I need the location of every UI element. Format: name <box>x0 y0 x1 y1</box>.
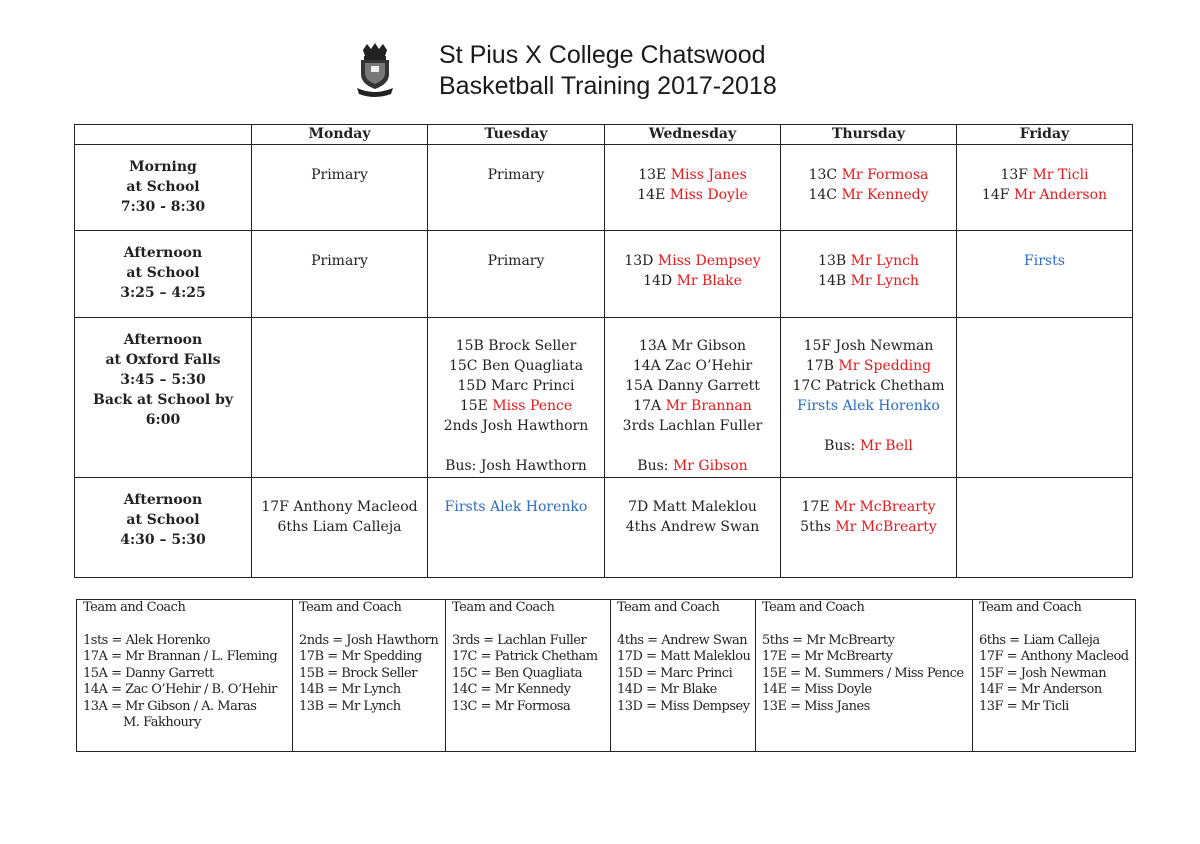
schedule-cell <box>781 145 957 231</box>
team-coach-entry: 17C = Patrick Chetham <box>452 649 598 664</box>
team-entry <box>605 416 780 436</box>
schedule-cell <box>252 145 428 231</box>
team-entry <box>428 396 604 416</box>
team-label: 13C <box>808 167 842 183</box>
staff-coach-name: Mr McBrearty <box>833 499 936 515</box>
team-coach-column <box>972 600 1136 751</box>
team-entry <box>428 456 604 476</box>
schedule-cell <box>252 478 428 578</box>
schedule-row <box>75 231 1133 318</box>
session-label-line: at School <box>126 265 200 281</box>
team-coach-entry: 15F = Josh Newman <box>979 665 1107 681</box>
corner-cell <box>75 125 252 145</box>
team-label: 15D Marc Princi <box>457 378 575 394</box>
day-header: Thursday <box>781 125 957 145</box>
team-coach-entry: 14D = Mr Blake <box>617 682 717 697</box>
team-label: 15E <box>459 398 493 414</box>
session-label-line: Afternoon <box>123 332 203 348</box>
team-entry <box>605 456 780 476</box>
session-label-line: at School <box>126 512 200 528</box>
session-label-line: 3:45 – 5:30 <box>120 372 206 388</box>
team-coach-entry: 17F = Anthony Macleod <box>979 649 1129 664</box>
title-line-1: St Pius X College Chatswood <box>439 41 766 69</box>
team-coach-entry: 4ths = Andrew Swan <box>617 632 748 648</box>
team-entry <box>605 165 780 185</box>
team-label: 4ths Andrew Swan <box>625 519 760 535</box>
team-coach-entry: 13A = Mr Gibson / A. Maras <box>83 698 257 714</box>
team-entry <box>428 356 604 376</box>
team-coach-entry: 3rds = Lachlan Fuller <box>452 632 587 648</box>
team-entry <box>781 436 956 456</box>
team-coach-column <box>445 600 610 751</box>
team-label: 17B <box>805 358 839 374</box>
team-entry <box>605 336 780 356</box>
session-label <box>75 318 252 478</box>
team-coach-column <box>755 600 972 751</box>
title-line-2: Basketball Training 2017-2018 <box>439 72 777 100</box>
staff-coach-name: Mr McBrearty <box>835 519 937 535</box>
staff-coach-name: Mr Blake <box>676 273 742 289</box>
team-entry <box>252 517 427 537</box>
team-entry <box>781 165 956 185</box>
spacer <box>605 436 780 456</box>
team-label: 14A Zac O’Hehir <box>632 358 753 374</box>
team-entry <box>605 396 780 416</box>
team-coach-column <box>292 600 445 751</box>
staff-coach-name: Mr Kennedy <box>841 187 929 203</box>
schedule-cell <box>781 231 957 318</box>
team-coach-heading: Team and Coach <box>299 600 402 615</box>
team-entry <box>781 251 956 271</box>
firsts-team-entry: Firsts Alek Horenko <box>797 398 940 414</box>
staff-coach-name: Mr Formosa <box>841 167 929 183</box>
team-coach-entry: 15D = Marc Princi <box>617 665 733 681</box>
team-entry <box>605 271 780 291</box>
team-label: Bus: <box>824 438 860 454</box>
session-label-line: 6:00 <box>145 412 181 428</box>
team-entry <box>428 416 604 436</box>
team-label: 17F Anthony Macleod <box>261 499 418 515</box>
team-label: 15B Brock Seller <box>455 338 577 354</box>
document-header <box>355 40 875 106</box>
schedule-row <box>75 478 1133 578</box>
team-label: 13E <box>638 167 671 183</box>
team-label: 13A Mr Gibson <box>638 338 747 354</box>
team-entry <box>781 185 956 205</box>
team-entry <box>781 497 956 517</box>
team-coach-column <box>76 600 292 751</box>
day-header: Tuesday <box>428 125 605 145</box>
session-label <box>75 145 252 231</box>
session-label-line: 4:30 – 5:30 <box>120 532 206 548</box>
team-label: 14E <box>637 187 670 203</box>
team-coach-entry: 17B = Mr Spedding <box>299 649 422 664</box>
session-label-line: 7:30 - 8:30 <box>120 199 206 215</box>
team-coach-heading: Team and Coach <box>452 600 555 615</box>
team-label: 13D <box>624 253 658 269</box>
firsts-team-entry: Firsts <box>1024 253 1065 269</box>
team-label: 14C <box>808 187 842 203</box>
team-entry <box>605 497 780 517</box>
team-entry <box>781 356 956 376</box>
team-coach-heading: Team and Coach <box>762 600 865 615</box>
staff-coach-name: Mr Brannan <box>665 398 752 414</box>
team-coach-entry: 15E = M. Summers / Miss Pence <box>762 665 964 681</box>
team-entry <box>605 251 780 271</box>
team-label: 14D <box>643 273 677 289</box>
team-label: Primary <box>311 167 368 183</box>
schedule-cell <box>957 145 1133 231</box>
schedule-cell <box>428 318 605 478</box>
team-entry <box>781 517 956 537</box>
day-header: Wednesday <box>605 125 781 145</box>
training-schedule-table <box>74 124 1133 578</box>
team-coach-entry: 14B = Mr Lynch <box>299 682 401 697</box>
team-entry <box>252 251 427 271</box>
team-entry <box>781 336 956 356</box>
document-title <box>439 40 777 102</box>
session-label-line: Morning <box>129 159 197 175</box>
session-label <box>75 478 252 578</box>
team-coach-entry: 14F = Mr Anderson <box>979 682 1102 697</box>
team-coach-heading: Team and Coach <box>979 600 1082 615</box>
staff-coach-name: Mr Gibson <box>672 458 748 474</box>
schedule-cell <box>428 231 605 318</box>
team-coach-entry: 1sts = Alek Horenko <box>83 632 210 648</box>
team-entry <box>252 165 427 185</box>
staff-coach-name: Mr Lynch <box>850 273 919 289</box>
team-coach-entry: 6ths = Liam Calleja <box>979 632 1100 648</box>
team-entry <box>428 376 604 396</box>
session-label <box>75 231 252 318</box>
team-entry <box>252 497 427 517</box>
team-coach-entry: 2nds = Josh Hawthorn <box>299 632 439 648</box>
schedule-cell <box>781 318 957 478</box>
firsts-team-entry: Firsts Alek Horenko <box>444 499 588 515</box>
team-label: 6ths Liam Calleja <box>277 519 402 535</box>
staff-coach-name: Miss Doyle <box>669 187 748 203</box>
team-label: 5ths <box>800 519 836 535</box>
team-coach-heading: Team and Coach <box>83 600 186 615</box>
staff-coach-name: Mr Anderson <box>1013 187 1108 203</box>
team-coach-entry: 17E = Mr McBrearty <box>762 649 893 664</box>
team-label: 15A Danny Garrett <box>625 378 760 394</box>
team-entry <box>781 396 956 416</box>
schedule-cell <box>605 231 781 318</box>
team-label: Primary <box>487 253 545 269</box>
team-coach-entry: 13B = Mr Lynch <box>299 698 401 714</box>
session-label-line: at School <box>126 179 200 195</box>
team-entry <box>605 376 780 396</box>
day-header: Monday <box>252 125 428 145</box>
staff-coach-name: Miss Dempsey <box>657 253 761 269</box>
college-crest-icon <box>355 42 395 98</box>
staff-coach-name: Miss Pence <box>492 398 573 414</box>
team-label: 3rds Lachlan Fuller <box>622 418 763 434</box>
team-entry <box>605 517 780 537</box>
team-coach-heading: Team and Coach <box>617 600 720 615</box>
session-label-line: 3:25 – 4:25 <box>120 285 206 301</box>
session-label-line: Afternoon <box>123 492 203 508</box>
team-label: 17E <box>801 499 834 515</box>
team-entry <box>957 165 1132 185</box>
session-label-line: Afternoon <box>123 245 203 261</box>
schedule-cell <box>428 478 605 578</box>
team-coach-entry: 14E = Miss Doyle <box>762 682 872 697</box>
schedule-cell <box>957 231 1133 318</box>
team-label: Primary <box>487 167 545 183</box>
schedule-row <box>75 318 1133 478</box>
team-label: Bus: <box>637 458 673 474</box>
team-entry <box>781 376 956 396</box>
team-coach-entry: 15C = Ben Quagliata <box>452 665 583 681</box>
team-coach-column <box>610 600 755 751</box>
team-coach-entry: M. Fakhoury <box>123 715 201 730</box>
team-coach-entry: 15A = Danny Garrett <box>83 665 214 681</box>
team-coach-entry: 13E = Miss Janes <box>762 698 870 714</box>
team-label: 17A <box>633 398 666 414</box>
schedule-cell <box>605 318 781 478</box>
team-label: 15F Josh Newman <box>803 338 934 354</box>
team-coach-entry: 13D = Miss Dempsey <box>617 698 750 714</box>
session-label-line: at Oxford Falls <box>105 352 221 368</box>
spacer <box>781 416 956 436</box>
schedule-cell <box>252 231 428 318</box>
team-label: 14F <box>981 187 1014 203</box>
spacer <box>428 436 604 456</box>
session-label-line: Back at School by <box>92 392 234 408</box>
schedule-cell <box>605 478 781 578</box>
team-coach-entry: 14C = Mr Kennedy <box>452 682 571 697</box>
team-label: Bus: Josh Hawthorn <box>445 458 587 474</box>
team-entry <box>428 165 604 185</box>
staff-coach-name: Mr Bell <box>859 438 913 454</box>
team-entry <box>781 271 956 291</box>
schedule-cell <box>428 145 605 231</box>
team-entry <box>428 497 604 517</box>
staff-coach-name: Miss Janes <box>670 167 747 183</box>
team-label: 14B <box>818 273 851 289</box>
day-header: Friday <box>957 125 1133 145</box>
schedule-cell <box>605 145 781 231</box>
team-coach-table <box>76 599 1136 752</box>
team-entry <box>605 185 780 205</box>
team-label: 17C Patrick Chetham <box>792 378 945 394</box>
schedule-row <box>75 145 1133 231</box>
team-coach-entry: 13F = Mr Ticli <box>979 698 1069 714</box>
team-label: 13F <box>1000 167 1033 183</box>
schedule-cell <box>957 318 1133 478</box>
staff-coach-name: Mr Ticli <box>1032 167 1089 183</box>
team-entry <box>605 356 780 376</box>
day-header-row <box>75 125 1133 145</box>
team-label: 15C Ben Quagliata <box>448 358 584 374</box>
staff-coach-name: Mr Spedding <box>838 358 932 374</box>
team-label: 13B <box>818 253 851 269</box>
team-coach-entry: 17A = Mr Brannan / L. Fleming <box>83 649 278 664</box>
team-entry <box>957 185 1132 205</box>
schedule-cell <box>781 478 957 578</box>
team-entry <box>957 251 1132 271</box>
team-coach-entry: 15B = Brock Seller <box>299 665 417 681</box>
team-entry <box>428 336 604 356</box>
team-coach-entry: 17D = Matt Maleklou <box>617 649 751 664</box>
schedule-cell <box>957 478 1133 578</box>
team-label: Primary <box>311 253 368 269</box>
team-coach-entry: 14A = Zac O’Hehir / B. O’Hehir <box>83 682 277 697</box>
team-coach-entry: 13C = Mr Formosa <box>452 698 571 714</box>
schedule-cell <box>252 318 428 478</box>
team-coach-entry: 5ths = Mr McBrearty <box>762 632 895 648</box>
staff-coach-name: Mr Lynch <box>850 253 919 269</box>
team-label: 7D Matt Maleklou <box>628 499 757 515</box>
team-entry <box>428 251 604 271</box>
team-label: 2nds Josh Hawthorn <box>443 418 589 434</box>
